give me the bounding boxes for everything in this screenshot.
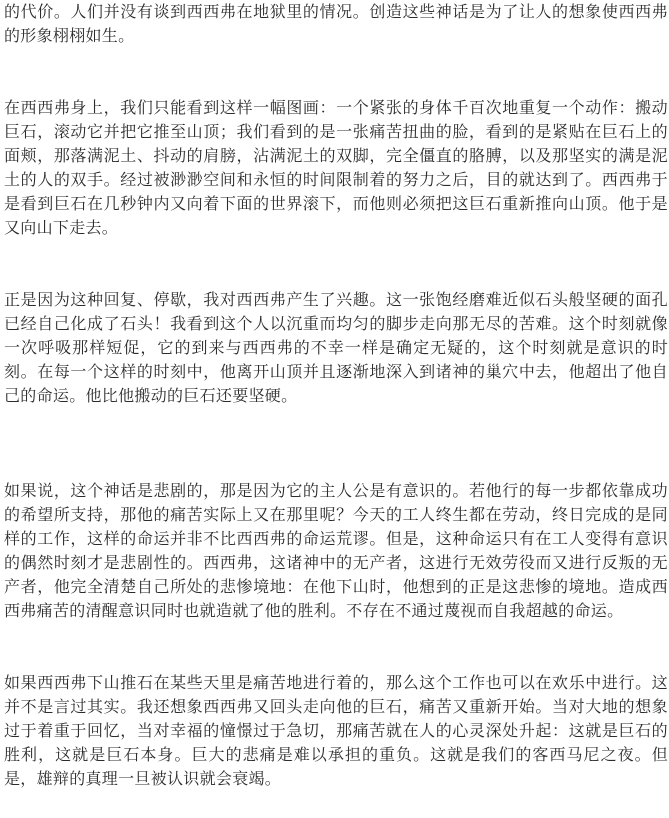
paragraph-5: 如果西西弗下山推石在某些天里是痛苦地进行着的，那么这个工作也可以在欢乐中进行。这并不是言过其实。我还想象西西弗又回头走向他的巨石，痛苦又重新开始。当对大地的想象过于着重于回忆，当对幸福的憧憬过于急切，那痛苦就在人的心灵深处升起：这就是巨石的胜利，这就是巨石本身。巨大的悲痛是难以承担的重负。这就是我们的客西马尼之夜。但是，雄辩的真理一旦被认识就会衰竭。 (4, 673, 668, 788)
paragraph-2: 在西西弗身上，我们只能看到这样一幅图画：一个紧张的身体千百次地重复一个动作：搬动巨石，滚动它并把它推至山顶；我们看到的是一张痛苦扭曲的脸，看到的是紧贴在巨石上的面颊，那落满泥土、抖动的肩膀，沾满泥土的双脚，完全僵直的胳膊，以及那坚实的满是泥土的人的双手。经过被渺渺空间和永恒的时间限制着的努力之后，目的就达到了。西西弗于是看到巨石在几秒钟内又向着下面的世界滚下，而他则必须把这巨石重新推向山顶。他于是又向山下走去。 (4, 98, 668, 237)
paragraph-4: 如果说，这个神话是悲剧的，那是因为它的主人公是有意识的。若他行的每一步都依靠成功的希望所支持，那他的痛苦实际上又在那里呢？今天的工人终生都在劳动，终日完成的是同样的工作，这样的命运并非不比西西弗的命运荒谬。但是，这种命运只有在工人变得有意识的偶然时刻才是悲剧性的。西西弗，这诸神中的无产者，这进行无效劳役而又进行反叛的无产者，他完全清楚自己所处的悲惨境地：在他下山时，他想到的正是这悲惨的境地。造成西西弗痛苦的清醒意识同时也就造就了他的胜利。不存在不通过蔑视而自我超越的命运。 (4, 481, 668, 620)
paragraph-3: 正是因为这种回复、停歇，我对西西弗产生了兴趣。这一张饱经磨难近似石头般坚硬的面孔已经自己化成了石头！我看到这个人以沉重而均匀的脚步走向那无尽的苦难。这个时刻就像一次呼吸那样短促，它的到来与西西弗的不幸一样是确定无疑的，这个时刻就是意识的时刻。在每一个这样的时刻中，他离开山顶并且逐渐地深入到诸神的巢穴中去，他超出了他自己的命运。他比他搬动的巨石还要坚硬。 (4, 290, 668, 405)
paragraph-1: 的代价。人们并没有谈到西西弗在地狱里的情况。创造这些神话是为了让人的想象使西西弗的形象栩栩如生。 (4, 2, 668, 45)
